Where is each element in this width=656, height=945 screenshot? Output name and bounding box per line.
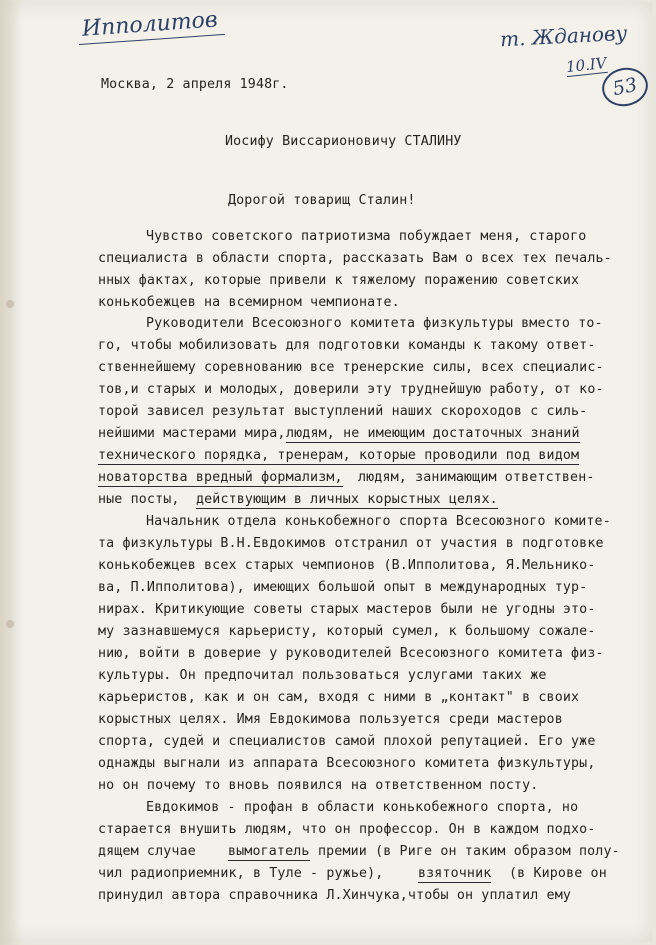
body-line: му зазнавшемуся карьеристу, который сумел, к большому сожале-: [98, 624, 596, 639]
body-line: нных фактах, которые привели к тяжелому поражению советских: [98, 273, 580, 288]
body-line: спорта, судей и специалистов самой плохой репутацией. Его уже: [98, 734, 596, 749]
body-line: Евдокимов - профан в области конькобежного спорта, но: [146, 800, 579, 815]
body-line: та физкультуры В.Н.Евдокимов отстранил от участия в подготовке: [98, 536, 604, 551]
underlined-phrase: людям, не имеющим достаточных знаний: [286, 426, 580, 441]
body-line: но он почему то вновь появился на ответственном посту.: [98, 778, 539, 793]
body-line: ва, П.Ипполитова), имеющих большой опыт в международных тур-: [98, 580, 588, 595]
body-line: дящем случае: [98, 844, 196, 859]
body-line: ственнейшему соревнованию все тренерские силы, всех специалис-: [98, 360, 604, 375]
underlined-phrase: технического порядка, тренерам, которые проводили под видом: [98, 448, 580, 463]
folio-number-stamp: 53: [599, 64, 652, 111]
binding-hole: [6, 300, 14, 308]
body-line: однажды выгнали из аппарата Всесоюзного комитета физкультуры,: [98, 756, 596, 771]
body-line: чил радиоприемник, в Туле - ружье),: [98, 866, 384, 881]
salutation: Дорогой товарищ Сталин!: [228, 193, 416, 208]
body-line: культуры. Он предпочитал пользоваться услугами таких же: [98, 668, 547, 683]
binding-hole: [6, 620, 14, 628]
underlined-phrase: вымогатель: [228, 844, 310, 859]
underlined-phrase: действующим в личных корыстных целях.: [196, 492, 498, 507]
body-line: конькобежцев всех старых чемпионов (В.Ипполитова, Я.Мельнико-: [98, 558, 596, 573]
body-line: старается внушить людям, что он профессор. Он в каждом подхо-: [98, 822, 596, 837]
body-line: Начальник отдела конькобежного спорта Всесоюзного комите-: [146, 514, 611, 529]
handwritten-name-annotation: Ипполитов: [77, 7, 224, 45]
handwritten-date-annotation: 10.IV: [565, 53, 608, 77]
handwritten-routing-annotation: т. Жданову: [499, 20, 628, 52]
body-line: карьеристов, как и он сам, входя с ними в „контакт" в своих: [98, 690, 580, 705]
body-line: го, чтобы мобилизовать для подготовки команды к такому ответ-: [98, 338, 596, 353]
body-line: людям, занимающим ответствен-: [358, 470, 595, 485]
underlined-phrase: новаторства вредный формализм,: [98, 470, 343, 485]
page-edge-shadow: [0, 0, 22, 945]
body-line: принудил автора справочника Л.Хинчука,чтобы он уплатил ему: [98, 888, 572, 903]
underlined-phrase: взяточник: [418, 866, 492, 881]
body-line: (в Кирове он: [509, 866, 607, 881]
body-line: нейшими мастерами мира,: [98, 426, 286, 441]
body-line: специалиста в области спорта, рассказать Вам о всех тех печаль-: [98, 251, 612, 266]
body-line: премии (в Риге он таким образом полу-: [318, 844, 620, 859]
body-line: Руководители Всесоюзного комитета физкультуры вместо то-: [146, 316, 603, 331]
body-line: Чувство советского патриотизма побуждает меня, старого: [146, 229, 587, 244]
body-line: тов,и старых и молодых, доверили эту труднейшую работу, от ко-: [98, 382, 604, 397]
place-date-line: Москва, 2 апреля 1948г.: [101, 77, 289, 92]
body-line: ные посты,: [98, 492, 180, 507]
body-line: нию, войти в доверие у руководителей Всесоюзного комитета физ-: [98, 646, 604, 661]
body-line: нирах. Критикующие советы старых мастеров были не угодны это-: [98, 602, 596, 617]
body-line: торой зависел результат выступлений наших скороходов с силь-: [98, 404, 588, 419]
body-line: корыстных целях. Имя Евдокимова пользуется среди мастеров: [98, 712, 563, 727]
addressee-line: Иосифу Виссарионовичу СТАЛИНУ: [225, 134, 462, 149]
body-line: конькобежцев на всемирном чемпионате.: [98, 295, 400, 310]
